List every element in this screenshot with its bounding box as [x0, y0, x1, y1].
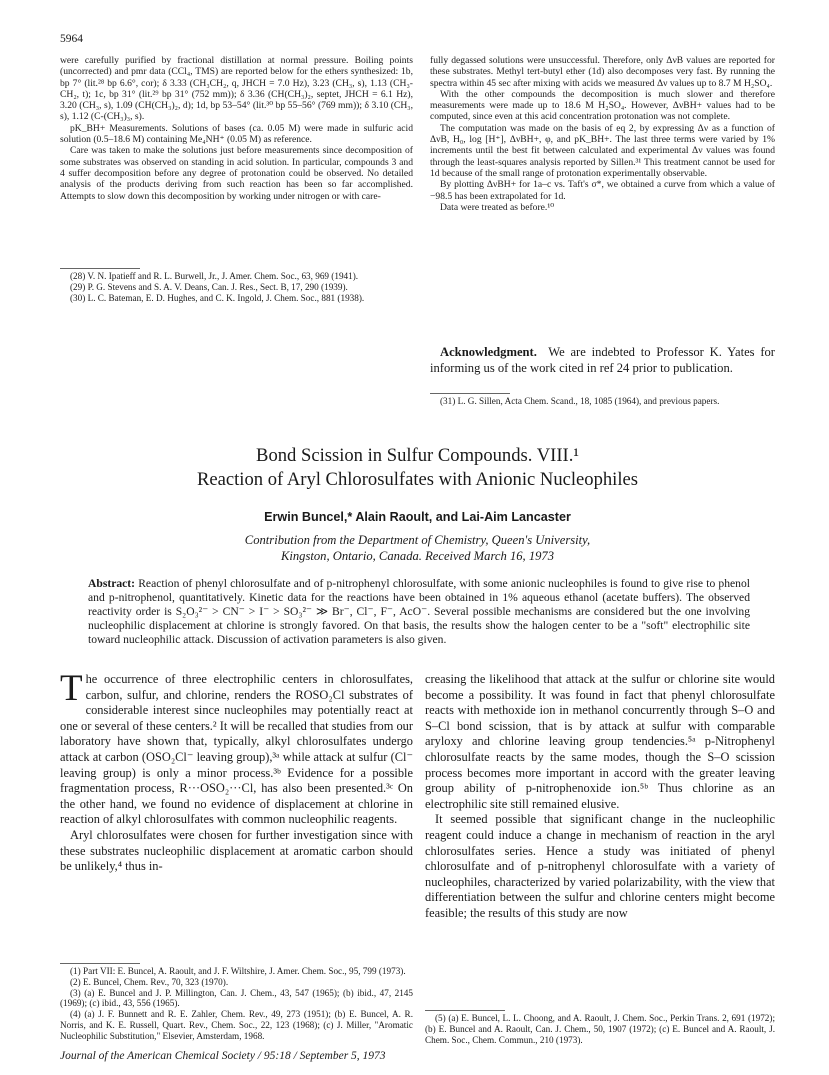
footnote-1: (1) Part VII: E. Buncel, A. Raoult, and J. F. Wiltshire, J. Amer. Chem. Soc., 95, 799 (1973). — [70, 966, 406, 976]
journal-footer: Journal of the American Chemical Society / 95:18 / September 5, 1973 — [60, 1050, 386, 1062]
footnote-30: (30) L. C. Bateman, E. D. Hughes, and C. K. Ingold, J. Chem. Soc., 881 (1938). — [70, 292, 365, 303]
continuation-paragraph: creasing the likelihood that attack at the sulfur or chlorine site would become a possibility. It was found in fact that phenyl chlorosulfate reacts with methoxide ion in methanol concurrently through S–O and S–Cl bond scission, that is by attack at sulfur with comparable aryloxy and chlorine leaving group tendencies.⁵ᵃ p-Nitrophenyl chlorosulfate reacts by the same modes, though the S–O scission process becomes more important in accord with the greater leaving group ability of p-nitrophenoxide ion.⁵ᵇ Thus chlorine as an electrophilic site still remained elusive. — [425, 672, 775, 811]
footnote-2: (2) E. Buncel, Chem. Rev., 70, 323 (1970). — [70, 976, 229, 987]
footnote-4: (4) (a) J. F. Bunnett and R. E. Zahler, Chem. Rev., 49, 273 (1951); (b) E. Buncel, A. R. Norris, and K. E. Russell, Quart. Rev., Chem. Soc., 22, 123 (1968); (c) J. Miller, "Aromatic Nucleophilic Substitution," Elsevier, Amsterdam, 1968. — [60, 1009, 413, 1041]
pkbh-measurements-paragraph: pK_BH+ Measurements. Solutions of bases (ca. 0.05 M) were made in sulfuric acid solution (0.5–18.6 M) containing Me₄NH⁺ (0.05 M) as reference. — [60, 122, 413, 146]
footnote-3: (3) (a) E. Buncel and J. P. Millington, Can. J. Chem., 43, 547 (1965); (b) ibid., 47, 2145 (1969); (c) ibid., 43, 556 (1965). — [60, 987, 413, 1009]
page-number: 5964 — [60, 33, 83, 45]
footnote-rule-bottom-right — [425, 1010, 505, 1011]
acknowledgment — [430, 345, 775, 376]
computation-paragraph: The computation was made on the basis of eq 2, by expressing Δν as a function of ΔνB, H₀, log [H⁺], ΔνBH+, φ, and pK_BH+. The last three terms were varied by 1% increments until the best fit between calculated and experimental Δν values was found through the least-squares analysis reported by Sillen.³¹ This treatment cannot be used for 1d because of the small range of protonation experimentally observable. — [430, 122, 775, 179]
footnote-rule-bottom-left — [60, 963, 140, 964]
footnote-rule-top-left — [60, 268, 140, 269]
footnote-29: (29) P. G. Stevens and S. A. V. Deans, Can. J. Res., Sect. B, 17, 290 (1939). — [70, 281, 348, 292]
footnote-5: (5) (a) E. Buncel, L. L. Choong, and A. Raoult, J. Chem. Soc., Perkin Trans. 2, 691 (1972); (b) E. Buncel and A. Raoult, Can. J. Chem., 50, 1907 (1972); (c) E. Buncel and A. Raoult, J. Chem. Soc., Chem. Commun., 210 (1973). — [425, 1013, 775, 1045]
footnote-31: (31) L. G. Sillen, Acta Chem. Scand., 18, 1085 (1964), and previous papers. — [440, 396, 720, 406]
article-left-column — [60, 668, 413, 875]
abstract-label: Abstract: — [88, 577, 136, 590]
acknowledgment-label: Acknowledgment. — [440, 345, 537, 359]
study-paragraph: It seemed possible that significant change in the nucleophilic reagent could induce a change in mechanism of reaction in the aryl chlorosulfates series. Hence a study was initiated of phenyl chlorosulfate and of p-nitrophenyl chlorosulfate with a variety of nucleophiles, characterized by varied polarizability, with the view that differentiation between the sulfur and chlorine centers might become feasible; the results of this study are now — [425, 812, 775, 920]
prev-article-left-column — [60, 55, 413, 202]
acknowledgment-text: We are indebted to Professor K. Yates for informing us of the work cited in ref 24 prior to publication. — [430, 345, 776, 375]
footnote-rule-top-right — [430, 393, 510, 394]
abstract — [88, 577, 750, 647]
decomposition-paragraph: Care was taken to make the solutions just before measurements since decomposition of some substrates was observed on standing in acid solution. In particular, compounds 3 and 4 suffer decomposition before any degree of protonation could be observed. No detailed analysis of the products deriving from such reaction has been so far accomplished. Attempts to slow down this decomposition by working under nitrogen or with care- — [60, 145, 413, 202]
article-title-line-1: Bond Scission in Sulfur Compounds. VIII.¹ — [256, 445, 579, 466]
data-treated-paragraph: Data were treated as before.¹⁰ — [440, 201, 555, 213]
footnote-28: (28) V. N. Ipatieff and R. L. Burwell, Jr., J. Amer. Chem. Soc., 63, 969 (1941). — [70, 271, 359, 281]
prev-article-footnotes-left — [60, 271, 413, 303]
article-affiliation-line-1: Contribution from the Department of Chemistry, Queen's University, — [244, 533, 591, 547]
degassed-paragraph: fully degassed solutions were unsuccessful. Therefore, only ΔνB values are reported for these substrates. Methyl tert-butyl ether (1d) also decomposes very fast. By running the spectra within 45 sec after mixing with acids we measured Δν values up to 8.7 M H₂SO₄. — [430, 55, 775, 89]
intro-paragraph: he occurrence of three electrophilic centers in chlorosulfates, carbon, sulfur, and chlorine, renders the ROSO₂Cl substrates of considerable interest since nucleophiles may potentially react at one or several of these centers.² It will be recalled that studies from our laboratory have shown that, typically, alkyl chlorosulfates undergo attack at carbon (OSO₂Cl⁻ leaving group),³ᵃ while attack at sulfur (Cl⁻ leaving group) is only a minor process.³ᵇ Evidence for a possible fragmentation process, R···OSO₂···Cl, has also been presented.³ᶜ On the other hand, we found no evidence of displacement at chlorine in reaction of alkyl chlorosulfates with common nucleophilic reagents. — [60, 672, 413, 827]
abstract-text: Reaction of phenyl chlorosulfate and of p-nitrophenyl chlorosulfate, with some anionic nucleophiles is found to give rise to phenol and p-nitrophenol, quantitatively. Kinetic data for the reactions have been obtained in 1% aqueous ethanol (acetate buffers). The observed reactivity order is S₂O₃²⁻ > CN⁻ > I⁻ > SO₃²⁻ ≫ Br⁻, Cl⁻, F⁻, AcO⁻. Several possible mechanisms are considered but the one involving nucleophilic displacement at chlorine is strongly favored. On that basis, the results show the halogen center to be a "soft" electrophilic site toward nucleophilic attack. Discussion of activation parameters is also given. — [88, 577, 750, 646]
article-footnotes-left — [60, 966, 413, 1042]
article-title-line-2: Reaction of Aryl Chlorosulfates with Anionic Nucleophiles — [196, 469, 638, 490]
article-authors: Erwin Buncel,* Alain Raoult, and Lai-Aim Lancaster — [264, 510, 571, 524]
article-right-column — [425, 672, 775, 922]
prev-article-right-column — [430, 55, 775, 213]
other-compounds-paragraph: With the other compounds the decomposition is much slower and therefore measurements were made up to 18.6 M H₂SO₄. However, ΔνBH+ values had to be computed, since even at this acid concentration protonation was not complete. — [430, 88, 775, 123]
aryl-paragraph: Aryl chlorosulfates were chosen for further investigation since with these substrates nucleophilic displacement at aromatic carbon should be unlikely,⁴ thus in- — [60, 827, 413, 874]
plotting-paragraph: By plotting ΔνBH+ for 1a–c vs. Taft's σ*, we obtained a curve from which a value of −98.5 has been extrapolated for 1d. — [430, 179, 775, 202]
article-affiliation-line-2: Kingston, Ontario, Canada. Received March 16, 1973 — [280, 549, 555, 563]
experimental-paragraph: were carefully purified by fractional distillation at normal pressure. Boiling points (uncorrected) and pmr data (CCl₄, TMS) are reported below for the ethers synthesized: 1b, bp 7° (lit.²⁸ bp 6.6°, cor); δ 3.33 (CH₃CH₂, q, JHCH = 7.0 Hz), 3.23 (CH₃, s), 1.13 (CH₃-CH₂, t); 1c, bp 31° (lit.²⁹ bp 31° (752 mm)); δ 3.36 (CH(CH₃)₂, septet, JHCH = 6.1 Hz), 3.20 (CH₃, s), 1.09 (CH(CH₃)₂, d); 1d, bp 53–54° (lit.³⁰ bp 55–56° (769 mm)); δ 3.10 (CH₃, s), 1.12 (C-(CH₃)₃, s). — [60, 55, 413, 123]
article-footnotes-right — [425, 1013, 775, 1045]
prev-article-footnotes-right — [430, 396, 775, 407]
drop-cap: T — [60, 668, 83, 709]
